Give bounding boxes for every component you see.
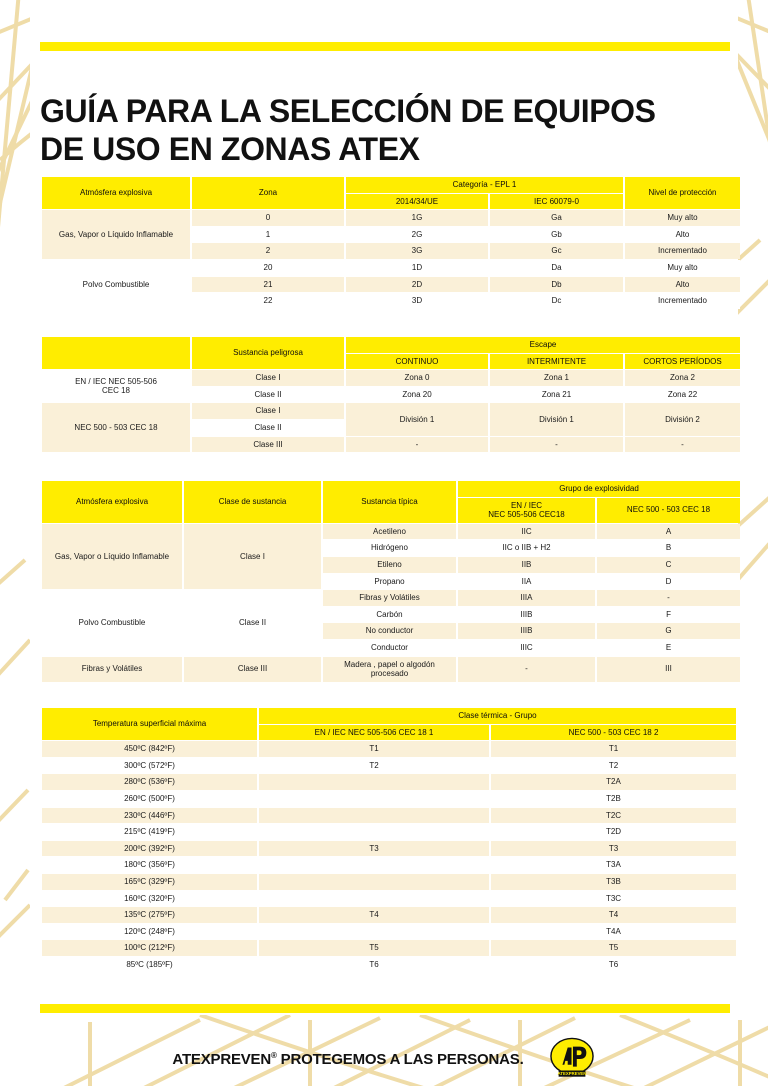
cell-cortos: División 2 xyxy=(625,403,740,435)
cell-nivel: Alto xyxy=(625,277,740,293)
table-zone-category xyxy=(40,176,742,310)
cell-eniec xyxy=(259,891,489,907)
th-temperatura-superficial: Temperatura superficial máxima xyxy=(42,708,257,740)
cell-nec: T2D xyxy=(491,824,736,840)
cell-eniec: T6 xyxy=(259,957,489,973)
th-clase-termica-grupo: Clase térmica - Grupo xyxy=(259,708,736,724)
cell-nec: T2B xyxy=(491,791,736,807)
th-en-iec-nec505 xyxy=(458,498,595,523)
cell-nec: T1 xyxy=(491,741,736,757)
cell-ue: 3G xyxy=(346,243,488,259)
cell-zona: 1 xyxy=(192,227,344,243)
cell-group-gas: Gas, Vapor o Líquido Inflamable xyxy=(42,210,190,259)
cell-nivel: Muy alto xyxy=(625,210,740,226)
cell-iec: Ga xyxy=(490,210,623,226)
th-continuo: CONTINUO xyxy=(346,354,488,370)
cell-temp: 215ºC (419ºF) xyxy=(42,824,257,840)
cell-eniec: IIC o IIB + H2 xyxy=(458,540,595,556)
table-row xyxy=(42,774,736,790)
cell-nivel: Muy alto xyxy=(625,260,740,276)
table-row xyxy=(42,841,736,857)
cell-sustancia: No conductor xyxy=(323,623,456,639)
cell-nec: D xyxy=(597,574,740,590)
title-line-2: DE USO EN ZONAS ATEX xyxy=(40,131,420,168)
th-nec500-503: NEC 500 - 503 CEC 18 xyxy=(597,498,740,523)
cell-clase: Clase II xyxy=(192,387,344,403)
cell-nec: T2C xyxy=(491,808,736,824)
cell-nec: T3A xyxy=(491,857,736,873)
table-row xyxy=(42,940,736,956)
th-2014-34-ue: 2014/34/UE xyxy=(346,194,488,210)
cell-clase: Clase I xyxy=(192,403,344,419)
cell-nec: T5 xyxy=(491,940,736,956)
th-sustancia-tipica: Sustancia típica xyxy=(323,481,456,523)
th-nec500-503-cec18: NEC 500 - 503 CEC 18 2 xyxy=(491,725,736,741)
cell-group-fibras: Fibras y Volátiles xyxy=(42,657,182,682)
th-intermitente: INTERMITENTE xyxy=(490,354,623,370)
cell-eniec: - xyxy=(458,657,595,682)
th-categoria-epl: Categoría - EPL 1 xyxy=(346,177,623,193)
cell-cortos: Zona 2 xyxy=(625,370,740,386)
cell-sustancia: Acetileno xyxy=(323,524,456,540)
cell-eniec: IIA xyxy=(458,574,595,590)
cell-eniec: IIIB xyxy=(458,623,595,639)
cell-eniec: T5 xyxy=(259,940,489,956)
cell-zona: 21 xyxy=(192,277,344,293)
cell-eniec xyxy=(259,774,489,790)
cell-temp: 260ºC (500ºF) xyxy=(42,791,257,807)
cell-clase-ii: Clase II xyxy=(184,590,321,655)
cell-nivel: Incrementado xyxy=(625,243,740,259)
cell-temp: 200ºC (392ºF) xyxy=(42,841,257,857)
atexpreven-logo xyxy=(548,1037,596,1081)
cell-standard-nec: NEC 500 - 503 CEC 18 xyxy=(42,403,190,452)
th-en-iec-nec505-cec18: EN / IEC NEC 505-506 CEC 18 1 xyxy=(259,725,489,741)
cell-temp: 180ºC (356ºF) xyxy=(42,857,257,873)
cell-eniec: T1 xyxy=(259,741,489,757)
cell-eniec: IIIA xyxy=(458,590,595,606)
cell-nec: - xyxy=(597,590,740,606)
cell-cortos: Zona 22 xyxy=(625,387,740,403)
table-row xyxy=(42,791,736,807)
cell-nec: A xyxy=(597,524,740,540)
cell-eniec xyxy=(259,808,489,824)
cell-eniec: IIIB xyxy=(458,607,595,623)
standard-line-1: EN / IEC NEC 505-506 xyxy=(75,376,157,386)
table-row xyxy=(42,590,740,606)
cell-nec: T6 xyxy=(491,957,736,973)
cell-sustancia: Etileno xyxy=(323,557,456,573)
cell-iec: Dc xyxy=(490,293,623,309)
page-title xyxy=(40,93,730,169)
cell-eniec: IIC xyxy=(458,524,595,540)
cell-clase-iii: Clase III xyxy=(184,657,321,682)
th-escape: Escape xyxy=(346,337,740,353)
table1-header-row-1 xyxy=(42,177,740,193)
cell-temp: 230ºC (446ºF) xyxy=(42,808,257,824)
cell-temp: 300ºC (572ºF) xyxy=(42,758,257,774)
cell-temp: 280ºC (536ºF) xyxy=(42,774,257,790)
cell-nec: C xyxy=(597,557,740,573)
cell-nec: T4A xyxy=(491,924,736,940)
th-line-2: NEC 505-506 CEC18 xyxy=(488,510,565,520)
table-row xyxy=(42,657,740,682)
table-row xyxy=(42,857,736,873)
footer-slogan: PROTEGEMOS A LAS PERSONAS. xyxy=(276,1050,524,1068)
cell-nec: F xyxy=(597,607,740,623)
cell-iec: Gc xyxy=(490,243,623,259)
th-zona: Zona xyxy=(192,177,344,209)
th-sustancia-peligrosa: Sustancia peligrosa xyxy=(192,337,344,369)
table-row xyxy=(42,907,736,923)
cell-intermitente: - xyxy=(490,437,623,453)
cell-nec: T3 xyxy=(491,841,736,857)
cell-continuo: División 1 xyxy=(346,403,488,435)
cell-temp: 120ºC (248ºF) xyxy=(42,924,257,940)
table-row xyxy=(42,524,740,540)
cell-sustancia: Fibras y Volátiles xyxy=(323,590,456,606)
footer-tagline xyxy=(172,1051,523,1068)
cell-eniec: T4 xyxy=(259,907,489,923)
cell-intermitente: División 1 xyxy=(490,403,623,435)
table-row xyxy=(42,403,740,419)
cell-sustancia: Hidrógeno xyxy=(323,540,456,556)
cell-group-gas: Gas, Vapor o Líquido Inflamable xyxy=(42,524,182,589)
cell-eniec xyxy=(259,857,489,873)
cell-nec: T2 xyxy=(491,758,736,774)
table-row xyxy=(42,741,736,757)
cell-nec: B xyxy=(597,540,740,556)
cell-temp: 450ºC (842ºF) xyxy=(42,741,257,757)
cell-ue: 1G xyxy=(346,210,488,226)
cell-temp: 85ºC (185ºF) xyxy=(42,957,257,973)
cell-temp: 100ºC (212ºF) xyxy=(42,940,257,956)
cell-nec: T3B xyxy=(491,874,736,890)
cell-nivel: Alto xyxy=(625,227,740,243)
th-iec-60079-0: IEC 60079-0 xyxy=(490,194,623,210)
table4-header-row-1 xyxy=(42,708,736,724)
cell-continuo: - xyxy=(346,437,488,453)
th-cortos-periodos: CORTOS PERÍODOS xyxy=(625,354,740,370)
footer-brand: ATEXPREVEN xyxy=(172,1050,271,1068)
cell-nec: T2A xyxy=(491,774,736,790)
cell-eniec: IIIC xyxy=(458,640,595,656)
cell-group-polvo: Polvo Combustible xyxy=(42,260,190,309)
th-atmosfera-explosiva: Atmósfera explosiva xyxy=(42,177,190,209)
table-temperature-class xyxy=(40,707,738,974)
th-nivel-proteccion: Nivel de protección xyxy=(625,177,740,209)
cell-zona: 2 xyxy=(192,243,344,259)
cell-temp: 165ºC (329ºF) xyxy=(42,874,257,890)
cell-nec: E xyxy=(597,640,740,656)
cell-clase: Clase II xyxy=(192,420,344,436)
registered-mark-icon: ® xyxy=(271,1050,277,1060)
cell-zona: 22 xyxy=(192,293,344,309)
cell-clase-i: Clase I xyxy=(184,524,321,589)
th-line-1: EN / IEC xyxy=(510,500,543,510)
table-row xyxy=(42,891,736,907)
cell-ue: 3D xyxy=(346,293,488,309)
cell-sustancia: Madera , papel o algodón procesado xyxy=(323,657,456,682)
table-escape-classification xyxy=(40,336,742,453)
cell-clase: Clase III xyxy=(192,437,344,453)
top-accent-bar xyxy=(40,42,730,51)
cell-iec: Gb xyxy=(490,227,623,243)
cell-continuo: Zona 0 xyxy=(346,370,488,386)
table3-header-row-1 xyxy=(42,481,740,497)
table-row xyxy=(42,210,740,226)
cell-nivel: Incrementado xyxy=(625,293,740,309)
cell-eniec: IIB xyxy=(458,557,595,573)
bottom-accent-bar xyxy=(40,1004,730,1013)
cell-continuo: Zona 20 xyxy=(346,387,488,403)
cell-standard-en-iec xyxy=(42,370,190,402)
cell-zona: 20 xyxy=(192,260,344,276)
table-row xyxy=(42,957,736,973)
cell-eniec xyxy=(259,874,489,890)
table-row xyxy=(42,874,736,890)
table-row xyxy=(42,824,736,840)
table2-header-row-1 xyxy=(42,337,740,353)
cell-eniec xyxy=(259,924,489,940)
cell-nec: III xyxy=(597,657,740,682)
cell-eniec: T2 xyxy=(259,758,489,774)
table-explosivity-group xyxy=(40,480,742,683)
cell-intermitente: Zona 21 xyxy=(490,387,623,403)
cell-ue: 2D xyxy=(346,277,488,293)
cell-zona: 0 xyxy=(192,210,344,226)
cell-sustancia: Conductor xyxy=(323,640,456,656)
cell-group-polvo: Polvo Combustible xyxy=(42,590,182,655)
cell-cortos: - xyxy=(625,437,740,453)
cell-sustancia: Carbón xyxy=(323,607,456,623)
th-grupo-explosividad: Grupo de explosividad xyxy=(458,481,740,497)
cell-temp: 135ºC (275ºF) xyxy=(42,907,257,923)
standard-line-2: CEC 18 xyxy=(101,386,130,396)
cell-ue: 2G xyxy=(346,227,488,243)
th-empty-corner xyxy=(42,337,190,369)
th-clase-sustancia: Clase de sustancia xyxy=(184,481,321,523)
cell-iec: Da xyxy=(490,260,623,276)
table-row xyxy=(42,808,736,824)
cell-eniec xyxy=(259,824,489,840)
cell-clase: Clase I xyxy=(192,370,344,386)
cell-eniec xyxy=(259,791,489,807)
cell-nec: T4 xyxy=(491,907,736,923)
table-row xyxy=(42,758,736,774)
cell-eniec: T3 xyxy=(259,841,489,857)
footer xyxy=(0,1032,768,1086)
cell-intermitente: Zona 1 xyxy=(490,370,623,386)
cell-iec: Db xyxy=(490,277,623,293)
th-atmosfera-explosiva: Atmósfera explosiva xyxy=(42,481,182,523)
table-row xyxy=(42,260,740,276)
cell-sustancia: Propano xyxy=(323,574,456,590)
title-line-1: GUÍA PARA LA SELECCIÓN DE EQUIPOS xyxy=(40,93,656,130)
cell-nec: T3C xyxy=(491,891,736,907)
cell-temp: 160ºC (320ºF) xyxy=(42,891,257,907)
svg-text:ATEXPREVEN: ATEXPREVEN xyxy=(557,1071,586,1077)
cell-nec: G xyxy=(597,623,740,639)
cell-ue: 1D xyxy=(346,260,488,276)
table-row xyxy=(42,924,736,940)
table-row xyxy=(42,370,740,386)
